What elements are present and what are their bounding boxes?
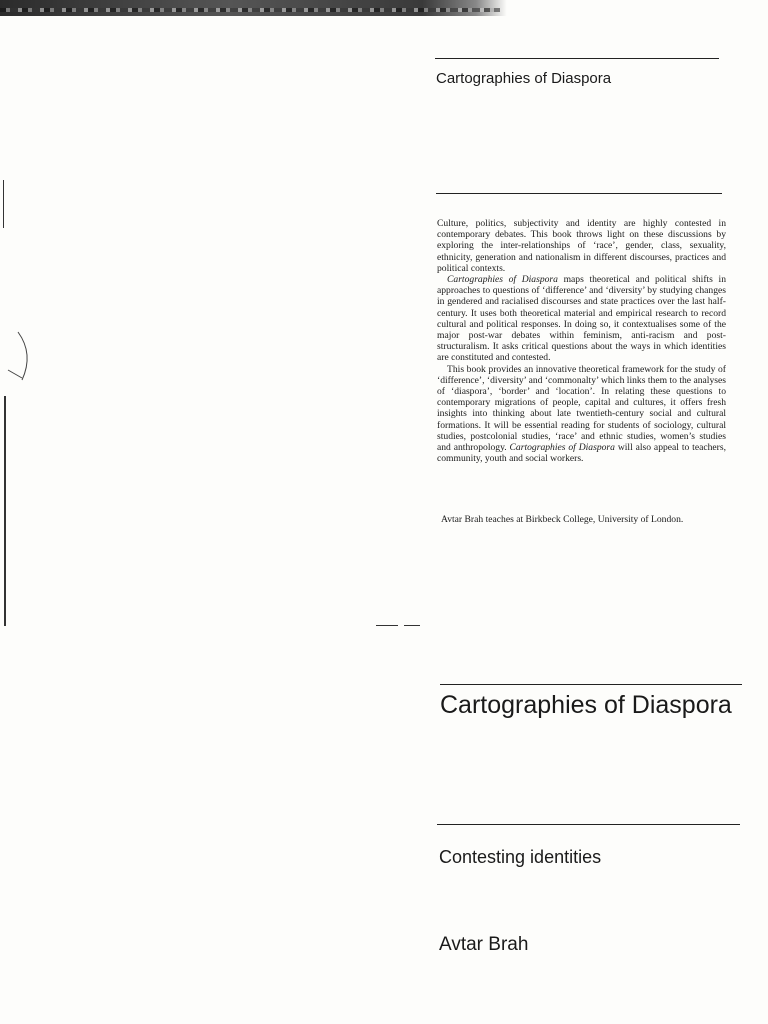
scan-fold-mark — [404, 625, 420, 626]
italic-title-run: Cartographies of Diaspora — [509, 442, 615, 454]
mid-rule — [436, 193, 722, 194]
scan-binding-curve — [0, 330, 40, 400]
book-title: Cartographies of Diaspora — [440, 691, 732, 719]
top-rule — [435, 58, 719, 59]
book-subtitle: Contesting identities — [439, 847, 602, 867]
blurb-paragraph-3 — [437, 364, 726, 465]
text-run: maps theoretical and political shifts in approaches to questions of ‘difference’ and ‘diversity’ by studying changes in gendered and racialised discourses and state practices over the last half-century. It uses both theoretical material and empirical research to record cultural and political responses. In doing so, it contextualises some of the major post-war debates within feminism, anti-racism and post-structuralism. It asks critical questions about the ways in which identities are constituted and contested. — [437, 274, 727, 364]
book-author: Avtar Brah — [439, 934, 529, 955]
italic-title-run: Cartographies of Diaspora — [447, 274, 558, 286]
scan-fold-mark — [376, 625, 398, 626]
text-run: will also appeal to teachers, community, youth and social workers. — [437, 442, 726, 465]
back-cover-blurb — [437, 218, 726, 464]
blurb-paragraph-1 — [437, 218, 726, 274]
text-run: Culture, politics, subjectivity and identity are highly contested in contemporary debates. This book throws light on these discussions by exploring the inter-relationships of ‘race’, gender, class, sexuality, ethnicity, generation and nationalism in different discourses, practices and political contexts. — [437, 218, 726, 274]
scan-edge-mark — [4, 396, 6, 626]
text-run: This book provides an innovative theoretical framework for the study of ‘difference’, ‘diversity’ and ‘commonalty’ which links them to the analyses of ‘diaspora’, ‘border’ and ‘location’. In relating these questions to contemporary migrations of people, capital and cultures, it offers fresh insights into thinking about late twentieth-century social and cultural formations. It will be essential reading for students of sociology, cultural studies, postcolonial studies, ‘race’ and ethnic studies, women’s studies and anthropology. — [437, 363, 726, 454]
scan-top-edge — [0, 0, 768, 16]
title-bottom-rule — [437, 824, 740, 825]
scan-edge-mark — [3, 180, 4, 228]
blurb-paragraph-2 — [437, 274, 726, 364]
back-cover-title: Cartographies of Diaspora — [436, 70, 612, 87]
title-top-rule — [440, 684, 742, 685]
author-bio: Avtar Brah teaches at Birkbeck College, University of London. — [441, 514, 684, 525]
